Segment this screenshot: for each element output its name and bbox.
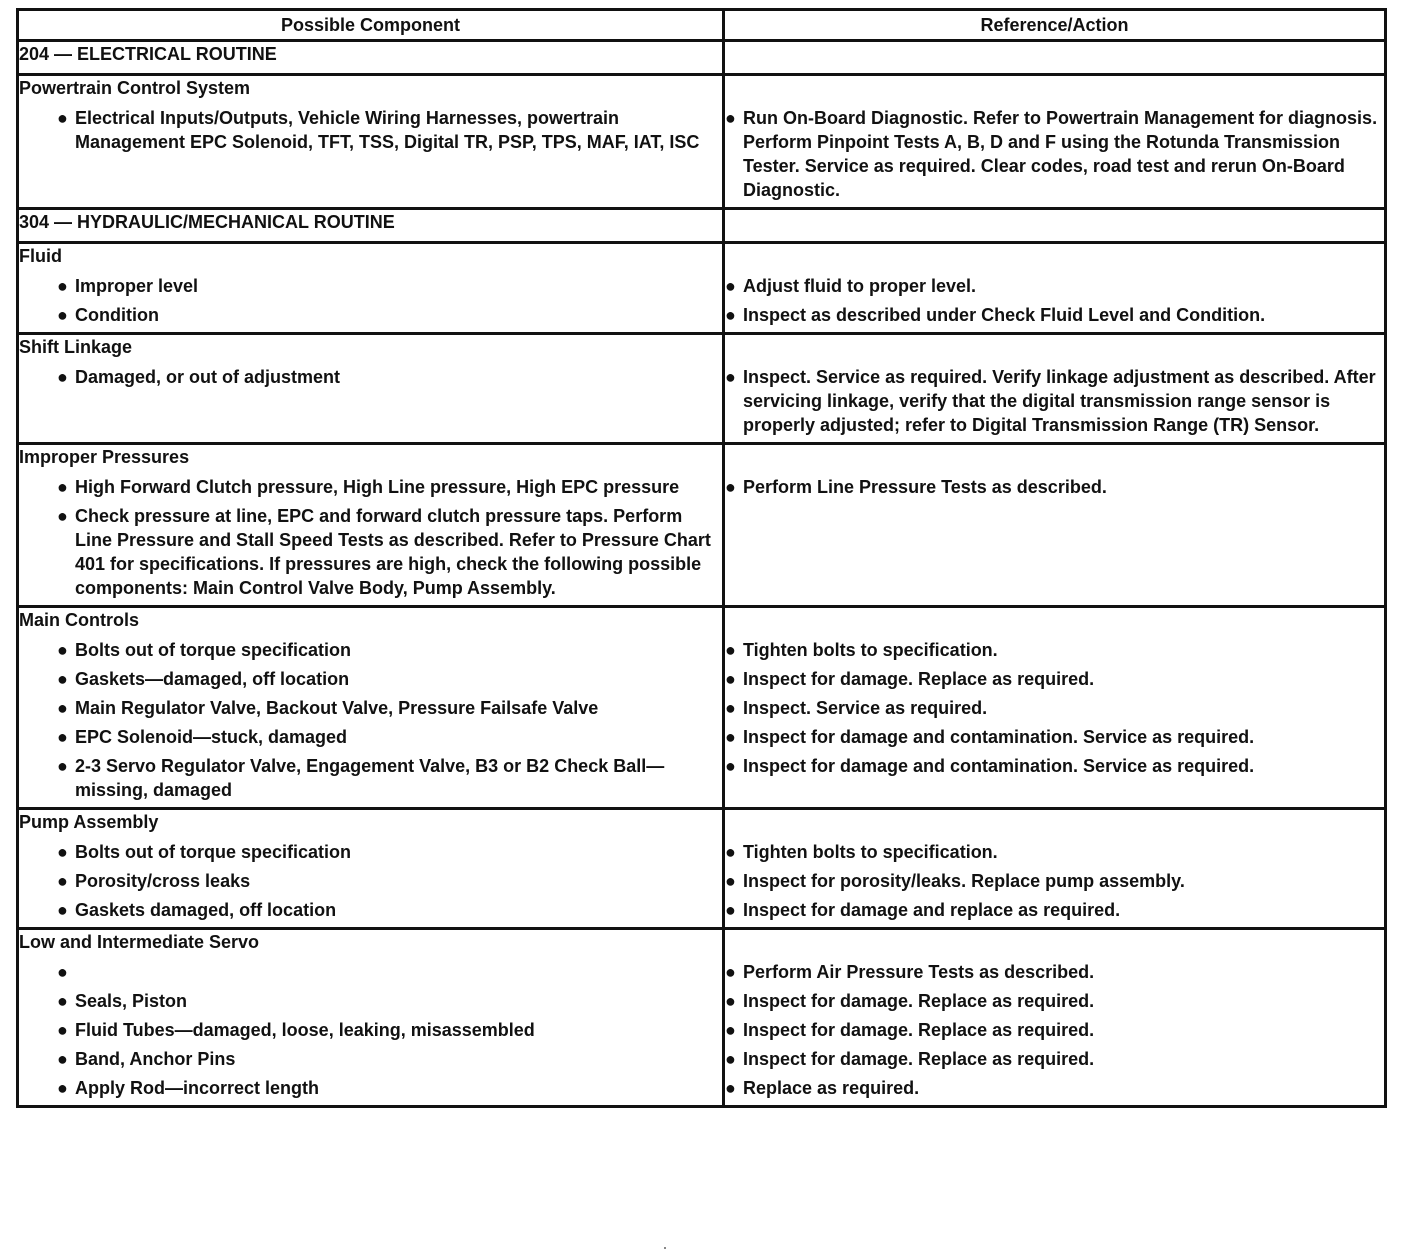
component-item (57, 989, 722, 1013)
action-item (725, 869, 1384, 893)
bullet-icon: ● (725, 1078, 736, 1098)
action-cell (724, 75, 1386, 209)
component-item (57, 696, 722, 720)
diagnosis-table (16, 8, 1387, 1108)
bullet-icon: ● (725, 871, 736, 891)
component-item (57, 638, 722, 662)
bullet-icon: ● (725, 991, 736, 1011)
action-item (725, 667, 1384, 691)
action-item (725, 960, 1384, 984)
action-cell (724, 334, 1386, 444)
group-title: Pump Assembly (19, 812, 159, 832)
action-item (725, 303, 1384, 327)
action-text: Tighten bolts to specification. (743, 640, 998, 660)
bullet-icon: ● (57, 305, 68, 325)
component-cell (18, 444, 724, 607)
action-cell (724, 929, 1386, 1107)
component-item (57, 898, 722, 922)
action-text: Inspect for damage. Replace as required. (743, 1049, 1095, 1069)
routine-empty-cell (724, 41, 1386, 75)
bullet-icon: ● (57, 1020, 68, 1040)
component-item (57, 725, 722, 749)
component-text (75, 960, 722, 984)
bullet-icon: ● (57, 1078, 68, 1098)
component-text: Band, Anchor Pins (75, 1049, 236, 1069)
bullet-icon: ● (725, 477, 736, 497)
group-title: Fluid (19, 246, 62, 266)
component-text: Electrical Inputs/Outputs, Vehicle Wiring Harnesses, powertrain Management EPC Solenoid, TFT, TSS, Digital TR, PSP, TPS, MAF, IAT, ISC (75, 108, 700, 152)
action-text: Inspect as described under Check Fluid Level and Condition. (743, 305, 1266, 325)
bullet-icon: ● (725, 669, 736, 689)
routine-title: 204 — ELECTRICAL ROUTINE (18, 41, 724, 75)
group-title: Main Controls (19, 610, 139, 630)
action-text: Inspect for damage and contamination. Service as required. (743, 756, 1255, 776)
component-cell (18, 334, 724, 444)
bullet-icon: ● (725, 276, 736, 296)
component-group-row (18, 75, 1386, 209)
component-cell (18, 75, 724, 209)
action-item (725, 989, 1384, 1013)
component-group-row (18, 243, 1386, 334)
component-text: Bolts out of torque specification (75, 842, 352, 862)
component-item (57, 1018, 722, 1042)
bullet-icon: ● (725, 900, 736, 920)
component-cell (18, 809, 724, 929)
header-row (18, 10, 1386, 41)
action-text: Inspect for damage and contamination. Service as required. (743, 727, 1255, 747)
bullet-icon: ● (57, 991, 68, 1011)
action-text: Tighten bolts to specification. (743, 842, 998, 862)
component-item (57, 1076, 722, 1100)
routine-row (18, 209, 1386, 243)
bullet-icon: ● (57, 276, 68, 296)
header-reference-action: Reference/Action (724, 10, 1386, 41)
action-cell (724, 444, 1386, 607)
action-text: Adjust fluid to proper level. (743, 276, 977, 296)
component-text: Gaskets damaged, off location (75, 900, 337, 920)
group-title: Low and Intermediate Servo (19, 932, 260, 952)
group-title: Shift Linkage (19, 337, 133, 357)
bullet-icon: ● (57, 842, 68, 862)
group-title: Powertrain Control System (19, 78, 251, 98)
group-title: Improper Pressures (19, 447, 190, 467)
action-item (725, 475, 1384, 499)
bullet-icon: ● (57, 1049, 68, 1069)
action-text: Inspect for porosity/leaks. Replace pump assembly. (743, 871, 1185, 891)
component-group-row (18, 809, 1386, 929)
action-text: Inspect. Service as required. (743, 698, 988, 718)
bullet-icon: ● (57, 640, 68, 660)
routine-title: 304 — HYDRAULIC/MECHANICAL ROUTINE (18, 209, 724, 243)
action-text: Inspect for damage. Replace as required. (743, 991, 1095, 1011)
bullet-icon: ● (725, 727, 736, 747)
bullet-icon: ● (57, 900, 68, 920)
bullet-icon: ● (57, 698, 68, 718)
component-cell (18, 929, 724, 1107)
action-item (725, 638, 1384, 662)
stray-dot (664, 1247, 666, 1249)
bullet-icon: ● (57, 108, 68, 128)
component-item (57, 869, 722, 893)
component-text: Improper level (75, 276, 199, 296)
component-group-row (18, 929, 1386, 1107)
component-cell (18, 243, 724, 334)
component-text: Damaged, or out of adjustment (75, 367, 341, 387)
action-item (725, 106, 1384, 202)
bullet-icon: ● (725, 842, 736, 862)
component-item (57, 274, 722, 298)
component-text: Main Regulator Valve, Backout Valve, Pressure Failsafe Valve (75, 698, 599, 718)
component-text: Bolts out of torque specification (75, 640, 352, 660)
action-item (725, 898, 1384, 922)
component-text: Gaskets—damaged, off location (75, 669, 350, 689)
bullet-icon: ● (57, 669, 68, 689)
component-item (57, 1047, 722, 1071)
header-possible-component: Possible Component (18, 10, 724, 41)
action-item (725, 725, 1384, 749)
action-item (725, 840, 1384, 864)
component-text: Fluid Tubes—damaged, loose, leaking, misassembled (75, 1020, 535, 1040)
action-text: Inspect for damage and replace as required. (743, 900, 1121, 920)
bullet-icon: ● (57, 962, 68, 982)
bullet-icon: ● (725, 367, 736, 387)
component-text: Apply Rod—incorrect length (75, 1078, 320, 1098)
action-text: Perform Air Pressure Tests as described. (743, 962, 1095, 982)
component-group-row (18, 444, 1386, 607)
component-cell (18, 607, 724, 809)
bullet-icon: ● (57, 727, 68, 747)
bullet-icon: ● (725, 698, 736, 718)
bullet-icon: ● (725, 1020, 736, 1040)
bullet-icon: ● (57, 871, 68, 891)
component-item (57, 106, 722, 154)
bullet-icon: ● (725, 640, 736, 660)
routine-empty-cell (724, 209, 1386, 243)
action-item (725, 365, 1384, 437)
action-text: Run On-Board Diagnostic. Refer to Powertrain Management for diagnosis. Perform Pinpoint Tests A, B, D and F using the Rotunda Transmission Tester. Service as required. Clear codes, road test and rerun On-Board Diagnostic. (743, 108, 1378, 200)
component-text: 2-3 Servo Regulator Valve, Engagement Valve, B3 or B2 Check Ball—missing, damaged (75, 756, 665, 800)
bullet-icon: ● (57, 506, 68, 526)
component-text: Condition (75, 305, 159, 325)
component-item (57, 754, 722, 802)
component-group-row (18, 334, 1386, 444)
action-item (725, 274, 1384, 298)
action-item (725, 696, 1384, 720)
bullet-icon: ● (57, 756, 68, 776)
action-text: Inspect. Service as required. Verify linkage adjustment as described. After servicing linkage, verify that the digital transmission range sensor is properly adjusted; refer to Digital Transmission Range (TR) Sensor. (743, 367, 1376, 435)
action-text: Replace as required. (743, 1078, 920, 1098)
action-item (725, 754, 1384, 778)
action-cell (724, 607, 1386, 809)
component-text: Porosity/cross leaks (75, 871, 251, 891)
routine-row (18, 41, 1386, 75)
bullet-icon: ● (725, 962, 736, 982)
component-text: High Forward Clutch pressure, High Line pressure, High EPC pressure (75, 477, 680, 497)
action-cell (724, 243, 1386, 334)
action-item (725, 1047, 1384, 1071)
bullet-icon: ● (725, 108, 736, 128)
component-text: Check pressure at line, EPC and forward clutch pressure taps. Perform Line Pressure and Stall Speed Tests as described. Refer to Pressure Chart 401 for specifications. If pressures are high, check the following possible components: Main Control Valve Body, Pump Assembly. (75, 506, 711, 598)
component-item (57, 365, 722, 389)
component-item (57, 840, 722, 864)
component-item (57, 667, 722, 691)
bullet-icon: ● (57, 367, 68, 387)
action-text: Inspect for damage. Replace as required. (743, 1020, 1095, 1040)
bullet-icon: ● (725, 756, 736, 776)
component-group-row (18, 607, 1386, 809)
bullet-icon: ● (57, 477, 68, 497)
action-item (725, 1018, 1384, 1042)
component-item (57, 960, 722, 984)
action-item (725, 1076, 1384, 1100)
component-text: Seals, Piston (75, 991, 188, 1011)
action-text: Inspect for damage. Replace as required. (743, 669, 1095, 689)
bullet-icon: ● (725, 1049, 736, 1069)
component-item (57, 504, 722, 600)
action-cell (724, 809, 1386, 929)
action-text: Perform Line Pressure Tests as described. (743, 477, 1107, 497)
bullet-icon: ● (725, 305, 736, 325)
component-text: EPC Solenoid—stuck, damaged (75, 727, 348, 747)
component-item (57, 475, 722, 499)
component-item (57, 303, 722, 327)
